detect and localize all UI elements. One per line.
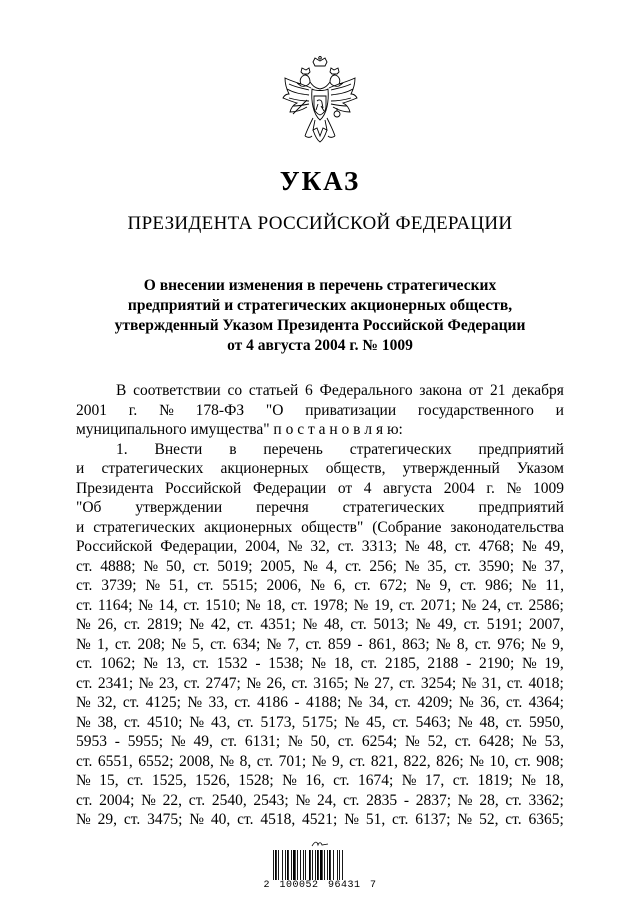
document-subtitle: ПРЕЗИДЕНТА РОССИЙСКОЙ ФЕДЕРАЦИИ	[127, 213, 513, 234]
body-line: ст. 2341; № 23, ст. 2747; № 26, ст. 3165; № 27, ст. 3254; № 31, ст. 4018;	[76, 674, 564, 692]
decree-body	[76, 381, 564, 830]
body-line: и стратегических акционерных обществ, утвержденный Указом	[76, 460, 564, 477]
body-line: № 26, ст. 2819; № 42, ст. 4351; № 48, ст. 5013; № 49, ст. 5191; 2007,	[76, 616, 564, 633]
body-line: № 29, ст. 3475; № 40, ст. 4518, 4521; № 51, ст. 6137; № 52, ст. 6365;	[76, 811, 564, 828]
heading-line: утвержденный Указом Президента Российской Федерации	[114, 317, 526, 334]
body-line: № 38, ст. 4510; № 43, ст. 5173, 5175; № 45, ст. 5463; № 48, ст. 5950,	[76, 713, 564, 731]
body-line: "Об утверждении перечня стратегических предприятий	[76, 499, 564, 516]
body-line: Российской Федерации, 2004, № 32, ст. 3313; № 48, ст. 4768; № 49,	[76, 538, 564, 555]
body-line: и стратегических акционерных обществ" (Собрание законодательства	[76, 518, 564, 536]
heading-line: от 4 августа 2004 г. № 1009	[227, 337, 413, 354]
document-title: УКАЗ	[279, 166, 361, 196]
body-line: № 1, ст. 208; № 5, ст. 634; № 7, ст. 859 - 861, 863; № 8, ст. 976; № 9,	[76, 635, 564, 653]
russian-coat-of-arms-icon	[277, 56, 363, 148]
body-line: Президента Российской Федерации от 4 августа 2004 г. № 1009	[76, 479, 564, 497]
body-line: муниципального имущества" п о с т а н о в л я ю:	[76, 421, 403, 438]
body-line: 2001 г. № 178-ФЗ "О приватизации государственного и	[76, 401, 564, 419]
body-line: 1. Внести в перечень стратегических предприятий	[116, 440, 564, 458]
body-line: ст. 4888; № 50, ст. 5019; 2005, № 4, ст. 256; № 35, ст. 3590; № 37,	[76, 557, 564, 575]
body-line: № 15, ст. 1525, 1526, 1528; № 16, ст. 1674; № 17, ст. 1819; № 18,	[76, 772, 564, 789]
body-line: ст. 1164; № 14, ст. 1510; № 18, ст. 1978; № 19, ст. 2071; № 24, ст. 2586;	[76, 596, 564, 614]
heading-line: предприятий и стратегических акционерных обществ,	[127, 297, 513, 314]
decree-heading	[80, 276, 560, 356]
barcode-number: 2 100052 96431 7	[263, 880, 377, 891]
heading-line: О внесении изменения в перечень стратегических	[143, 277, 497, 294]
signature-mark-icon	[311, 840, 329, 848]
body-line: № 32, ст. 4125; № 33, ст. 4186 - 4188; № 34, ст. 4209; № 36, ст. 4364;	[76, 694, 564, 711]
body-line: ст. 6551, 6552; 2008, № 8, ст. 701; № 9, ст. 821, 822, 826; № 10, ст. 908;	[76, 752, 564, 770]
barcode-icon	[272, 850, 368, 880]
body-line: ст. 1062; № 13, ст. 1532 - 1538; № 18, ст. 2185, 2188 - 2190; № 19,	[76, 655, 564, 672]
body-line: ст. 2004; № 22, ст. 2540, 2543; № 24, ст. 2835 - 2837; № 28, ст. 3362;	[76, 791, 564, 809]
body-line: 5953 - 5955; № 49, ст. 6131; № 50, ст. 6254; № 52, ст. 6428; № 53,	[76, 733, 564, 750]
body-line: В соответствии со статьей 6 Федерального закона от 21 декабря	[116, 382, 564, 399]
body-line: ст. 3739; № 51, ст. 5515; 2006, № 6, ст. 672; № 9, ст. 986; № 11,	[76, 577, 564, 594]
